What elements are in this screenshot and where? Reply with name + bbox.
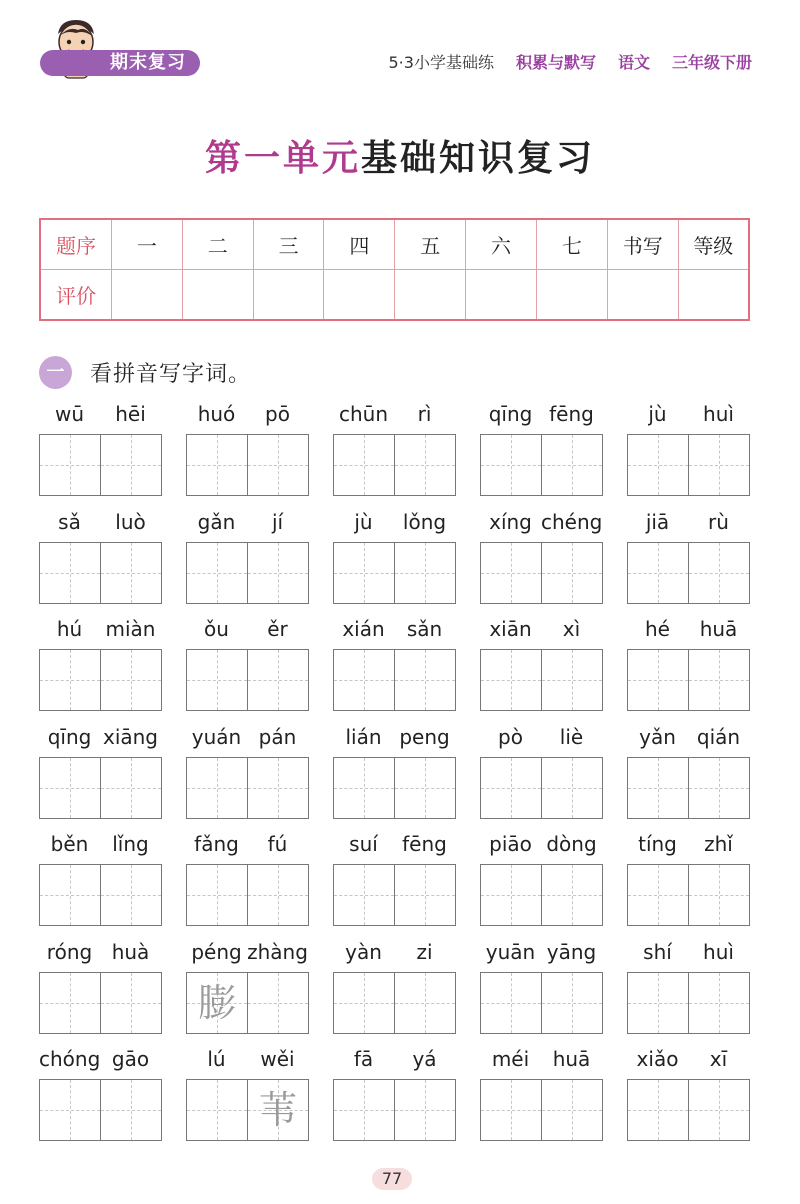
writing-boxes xyxy=(186,757,309,819)
writing-cell[interactable] xyxy=(542,865,602,925)
pinyin-syllable: huó xyxy=(197,402,236,426)
writing-boxes xyxy=(627,649,750,711)
pinyin-syllable: yàn xyxy=(345,939,382,964)
column-header: 四 xyxy=(324,219,395,270)
row-label-evaluation: 评价 xyxy=(40,270,112,321)
word-item xyxy=(627,506,750,606)
writing-boxes xyxy=(480,972,603,1034)
word-item xyxy=(186,506,309,606)
word-row xyxy=(39,613,751,721)
word-item xyxy=(480,721,603,821)
writing-cell[interactable] xyxy=(689,1080,749,1140)
writing-cell[interactable] xyxy=(542,543,602,603)
writing-cell[interactable] xyxy=(628,650,689,710)
writing-boxes xyxy=(39,1079,162,1141)
pinyin-syllable: hé xyxy=(645,617,670,641)
word-item xyxy=(186,613,309,713)
pinyin-syllable: sǎn xyxy=(406,617,443,641)
writing-cell[interactable] xyxy=(248,973,308,1033)
pinyin-syllable: lián xyxy=(345,724,382,749)
writing-cell[interactable] xyxy=(542,435,602,495)
column-header: 七 xyxy=(536,219,607,270)
word-item xyxy=(186,828,309,928)
writing-cell[interactable] xyxy=(689,650,749,710)
column-header: 等级 xyxy=(678,219,749,270)
writing-boxes xyxy=(333,864,456,926)
word-row xyxy=(39,1043,751,1151)
pinyin-syllable: yá xyxy=(412,1047,437,1071)
writing-boxes xyxy=(39,434,162,496)
word-row xyxy=(39,828,751,936)
pinyin-syllable: yuān xyxy=(485,939,536,964)
row-label-order: 题序 xyxy=(40,219,112,270)
pinyin-label xyxy=(627,725,750,753)
pinyin-syllable: fú xyxy=(267,832,288,856)
writing-cell[interactable] xyxy=(101,758,161,818)
writing-cell[interactable] xyxy=(248,543,308,603)
word-item xyxy=(39,506,162,606)
writing-cell[interactable] xyxy=(101,543,161,603)
pinyin-syllable: chéng xyxy=(541,509,603,534)
writing-cell[interactable] xyxy=(481,1080,542,1140)
pinyin-syllable: fēng xyxy=(402,832,447,856)
pinyin-label xyxy=(480,617,603,645)
word-item xyxy=(39,936,162,1036)
subject: 语文 xyxy=(617,53,650,72)
writing-boxes xyxy=(627,542,750,604)
word-item xyxy=(333,936,456,1036)
pinyin-label xyxy=(627,402,750,430)
word-item xyxy=(627,398,750,498)
writing-boxes xyxy=(186,972,309,1034)
writing-boxes xyxy=(186,1079,309,1141)
pinyin-label xyxy=(333,940,456,968)
pinyin-syllable: xiān xyxy=(489,617,532,641)
pinyin-syllable: rù xyxy=(708,509,729,534)
writing-cell[interactable] xyxy=(187,758,248,818)
writing-cell[interactable] xyxy=(40,650,101,710)
word-item xyxy=(333,506,456,606)
writing-cell[interactable] xyxy=(248,435,308,495)
score-row-evaluation xyxy=(40,270,749,321)
writing-boxes xyxy=(627,434,750,496)
word-item xyxy=(480,398,603,498)
pinyin-label xyxy=(39,940,162,968)
breadcrumb xyxy=(389,50,753,73)
writing-cell[interactable] xyxy=(40,973,101,1033)
column-header: 一 xyxy=(112,219,183,270)
score-cell[interactable] xyxy=(678,270,749,321)
pinyin-syllable: yuán xyxy=(191,724,242,749)
pinyin-syllable: gǎn xyxy=(197,509,236,534)
pinyin-syllable: jiā xyxy=(645,509,670,534)
pinyin-label xyxy=(186,725,309,753)
pinyin-syllable: xiāng xyxy=(102,724,159,749)
word-item xyxy=(480,936,603,1036)
pinyin-label xyxy=(627,510,750,538)
writing-boxes xyxy=(39,542,162,604)
pinyin-syllable: luò xyxy=(115,509,146,534)
writing-cell[interactable] xyxy=(542,650,602,710)
section-heading xyxy=(39,356,251,388)
writing-boxes xyxy=(333,649,456,711)
pinyin-syllable: miàn xyxy=(105,617,156,641)
pinyin-syllable: shí xyxy=(643,939,672,964)
word-item xyxy=(39,1043,162,1143)
writing-boxes xyxy=(333,434,456,496)
pinyin-syllable: zhàng xyxy=(247,939,308,964)
pinyin-label xyxy=(333,1047,456,1075)
pinyin-label xyxy=(333,832,456,860)
pinyin-syllable: huā xyxy=(699,617,738,641)
pinyin-label xyxy=(333,510,456,538)
writing-cell[interactable] xyxy=(101,435,161,495)
score-cell[interactable] xyxy=(466,270,537,321)
pinyin-syllable: suí xyxy=(349,832,378,856)
section-number: 一 xyxy=(39,356,72,389)
section-instruction: 看拼音写字词。 xyxy=(90,361,252,387)
column-header: 六 xyxy=(466,219,537,270)
pinyin-syllable: xíng xyxy=(489,509,532,534)
writing-cell[interactable] xyxy=(628,758,689,818)
writing-boxes xyxy=(480,649,603,711)
pinyin-label xyxy=(186,402,309,430)
writing-cell[interactable] xyxy=(481,973,542,1033)
score-cell[interactable] xyxy=(182,270,253,321)
column-header: 五 xyxy=(395,219,466,270)
hint-character: 苇 xyxy=(258,1088,297,1132)
writing-cell[interactable] xyxy=(481,650,542,710)
writing-cell[interactable] xyxy=(628,435,689,495)
score-row-order xyxy=(40,219,749,270)
writing-cell[interactable] xyxy=(689,543,749,603)
writing-cell[interactable] xyxy=(187,435,248,495)
section-badge: 期末复习 xyxy=(40,50,200,76)
series-name: 5·3小学基础练 xyxy=(388,53,494,72)
pinyin-label xyxy=(480,510,603,538)
word-row xyxy=(39,506,751,614)
pinyin-label xyxy=(39,725,162,753)
writing-cell[interactable] xyxy=(334,865,395,925)
writing-boxes xyxy=(627,1079,750,1141)
pinyin-syllable: lǐng xyxy=(112,832,149,856)
word-item xyxy=(627,721,750,821)
word-item xyxy=(627,613,750,713)
word-item xyxy=(480,506,603,606)
pinyin-syllable: fā xyxy=(353,1047,374,1071)
pinyin-syllable: fēng xyxy=(549,402,594,426)
pinyin-syllable: xián xyxy=(342,617,385,641)
pinyin-syllable: wū xyxy=(54,402,85,426)
column-header: 二 xyxy=(182,219,253,270)
writing-boxes xyxy=(39,757,162,819)
pinyin-syllable: piāo xyxy=(489,832,532,856)
word-item xyxy=(39,828,162,928)
writing-cell[interactable] xyxy=(248,1080,308,1140)
writing-cell[interactable] xyxy=(40,543,101,603)
writing-cell[interactable] xyxy=(395,865,455,925)
score-cell[interactable] xyxy=(536,270,607,321)
writing-boxes xyxy=(333,1079,456,1141)
writing-cell[interactable] xyxy=(248,758,308,818)
pinyin-label xyxy=(39,510,162,538)
word-row xyxy=(39,398,751,506)
writing-boxes xyxy=(333,542,456,604)
writing-boxes xyxy=(39,972,162,1034)
writing-boxes xyxy=(627,864,750,926)
pinyin-syllable: xī xyxy=(709,1047,728,1071)
writing-cell[interactable] xyxy=(628,1080,689,1140)
pinyin-label xyxy=(480,832,603,860)
pinyin-syllable: hēi xyxy=(115,402,146,426)
pinyin-syllable: běn xyxy=(50,832,89,856)
writing-cell[interactable] xyxy=(187,973,248,1033)
writing-cell[interactable] xyxy=(689,758,749,818)
pinyin-label xyxy=(39,617,162,645)
writing-cell[interactable] xyxy=(628,865,689,925)
word-item xyxy=(480,828,603,928)
writing-boxes xyxy=(480,864,603,926)
pinyin-syllable: hú xyxy=(56,617,83,641)
writing-cell[interactable] xyxy=(101,1080,161,1140)
word-item xyxy=(39,613,162,713)
writing-boxes xyxy=(186,542,309,604)
pinyin-label xyxy=(186,617,309,645)
writing-cell[interactable] xyxy=(395,650,455,710)
writing-cell[interactable] xyxy=(689,435,749,495)
writing-boxes xyxy=(480,434,603,496)
writing-boxes xyxy=(186,864,309,926)
score-cell[interactable] xyxy=(112,270,183,321)
pinyin-syllable: zhǐ xyxy=(704,832,733,856)
pinyin-syllable: róng xyxy=(46,939,93,964)
pinyin-syllable: tíng xyxy=(638,832,677,856)
pinyin-syllable: qīng xyxy=(488,402,533,426)
pinyin-label xyxy=(480,1047,603,1075)
pinyin-syllable: lú xyxy=(207,1047,226,1071)
pinyin-label xyxy=(480,402,603,430)
writing-boxes xyxy=(333,972,456,1034)
writing-cell[interactable] xyxy=(395,758,455,818)
pinyin-label xyxy=(480,940,603,968)
word-item xyxy=(627,828,750,928)
pinyin-syllable: zi xyxy=(416,939,433,964)
pinyin-syllable: rì xyxy=(417,402,432,426)
writing-cell[interactable] xyxy=(395,973,455,1033)
writing-cell[interactable] xyxy=(689,973,749,1033)
writing-cell[interactable] xyxy=(542,973,602,1033)
writing-cell[interactable] xyxy=(689,865,749,925)
score-cell[interactable] xyxy=(324,270,395,321)
writing-cell[interactable] xyxy=(628,973,689,1033)
writing-cell[interactable] xyxy=(40,758,101,818)
writing-cell[interactable] xyxy=(395,543,455,603)
writing-boxes xyxy=(627,757,750,819)
pinyin-syllable: liè xyxy=(559,724,584,749)
writing-cell[interactable] xyxy=(628,543,689,603)
pinyin-label xyxy=(186,510,309,538)
pinyin-syllable: ěr xyxy=(267,617,288,641)
pinyin-syllable: sǎ xyxy=(58,509,81,534)
word-item xyxy=(333,828,456,928)
writing-boxes xyxy=(39,649,162,711)
pinyin-label xyxy=(39,402,162,430)
page-title xyxy=(0,130,800,181)
pinyin-syllable: xiǎo xyxy=(636,1047,679,1071)
pinyin-syllable: xì xyxy=(562,617,581,641)
writing-boxes xyxy=(480,542,603,604)
word-item xyxy=(480,1043,603,1143)
writing-cell[interactable] xyxy=(395,1080,455,1140)
pinyin-syllable: gāo xyxy=(111,1047,150,1071)
writing-cell[interactable] xyxy=(187,1080,248,1140)
column-header: 书写 xyxy=(607,219,678,270)
pinyin-label xyxy=(39,832,162,860)
pinyin-syllable: huā xyxy=(552,1047,591,1071)
pinyin-syllable: huà xyxy=(111,939,150,964)
writing-cell[interactable] xyxy=(248,865,308,925)
writing-cell[interactable] xyxy=(334,758,395,818)
pinyin-syllable: qián xyxy=(696,724,741,749)
column-header: 三 xyxy=(253,219,324,270)
writing-cell[interactable] xyxy=(481,435,542,495)
word-item xyxy=(333,613,456,713)
writing-cell[interactable] xyxy=(334,1080,395,1140)
word-item xyxy=(186,721,309,821)
pinyin-syllable: huì xyxy=(703,402,734,426)
writing-boxes xyxy=(480,1079,603,1141)
word-item xyxy=(333,721,456,821)
pinyin-label xyxy=(627,617,750,645)
page-number: 77 xyxy=(372,1168,412,1190)
score-table xyxy=(39,218,750,321)
pinyin-syllable: chóng xyxy=(39,1047,101,1071)
word-item xyxy=(186,1043,309,1143)
pinyin-label xyxy=(627,832,750,860)
score-cell[interactable] xyxy=(253,270,324,321)
writing-cell[interactable] xyxy=(187,543,248,603)
writing-cell[interactable] xyxy=(334,973,395,1033)
pinyin-label xyxy=(186,832,309,860)
book-category: 积累与默写 xyxy=(515,53,596,72)
writing-cell[interactable] xyxy=(187,650,248,710)
word-item xyxy=(627,936,750,1036)
writing-boxes xyxy=(39,864,162,926)
writing-cell[interactable] xyxy=(395,435,455,495)
writing-cell[interactable] xyxy=(101,650,161,710)
pinyin-syllable: pō xyxy=(265,402,290,426)
writing-boxes xyxy=(480,757,603,819)
pinyin-syllable: qīng xyxy=(47,724,92,749)
word-item xyxy=(333,1043,456,1143)
writing-cell[interactable] xyxy=(334,543,395,603)
title-topic: 基础知识复习 xyxy=(361,138,596,179)
pinyin-label xyxy=(333,725,456,753)
writing-boxes xyxy=(333,757,456,819)
pinyin-syllable: jí xyxy=(271,509,284,534)
pinyin-syllable: pán xyxy=(258,724,297,749)
writing-cell[interactable] xyxy=(542,758,602,818)
word-item xyxy=(39,398,162,498)
word-row xyxy=(39,936,751,1044)
pinyin-syllable: péng xyxy=(191,939,242,964)
pinyin-syllable: pò xyxy=(498,724,523,749)
pinyin-label xyxy=(627,1047,750,1075)
writing-boxes xyxy=(186,434,309,496)
writing-cell[interactable] xyxy=(334,435,395,495)
writing-cell[interactable] xyxy=(481,543,542,603)
pinyin-syllable: huì xyxy=(703,939,734,964)
writing-cell[interactable] xyxy=(481,758,542,818)
word-item xyxy=(186,398,309,498)
writing-cell[interactable] xyxy=(334,650,395,710)
page-header xyxy=(0,0,800,90)
writing-boxes xyxy=(186,649,309,711)
writing-cell[interactable] xyxy=(481,865,542,925)
pinyin-syllable: méi xyxy=(491,1047,530,1071)
writing-cell[interactable] xyxy=(101,865,161,925)
writing-cell[interactable] xyxy=(542,1080,602,1140)
hint-character: 膨 xyxy=(197,980,236,1025)
grade: 三年级下册 xyxy=(671,53,752,72)
writing-boxes xyxy=(627,972,750,1034)
writing-cell[interactable] xyxy=(40,435,101,495)
pinyin-label xyxy=(186,1047,309,1075)
pinyin-label xyxy=(627,940,750,968)
pinyin-syllable: yāng xyxy=(546,939,597,964)
pinyin-label xyxy=(39,1047,162,1075)
word-grid xyxy=(39,398,751,1151)
pinyin-syllable: fǎng xyxy=(194,832,239,856)
score-cell[interactable] xyxy=(395,270,466,321)
pinyin-label xyxy=(333,402,456,430)
writing-cell[interactable] xyxy=(248,650,308,710)
word-item xyxy=(480,613,603,713)
word-item xyxy=(39,721,162,821)
writing-cell[interactable] xyxy=(40,865,101,925)
pinyin-syllable: chūn xyxy=(338,402,389,426)
pinyin-label xyxy=(333,617,456,645)
title-unit: 第一单元 xyxy=(204,138,361,179)
pinyin-syllable: wěi xyxy=(260,1047,295,1071)
pinyin-syllable: dòng xyxy=(546,832,597,856)
pinyin-syllable: yǎn xyxy=(639,724,676,749)
writing-cell[interactable] xyxy=(101,973,161,1033)
word-item xyxy=(627,1043,750,1143)
word-item xyxy=(333,398,456,498)
score-cell[interactable] xyxy=(607,270,678,321)
word-item xyxy=(186,936,309,1036)
writing-cell[interactable] xyxy=(40,1080,101,1140)
pinyin-syllable: jù xyxy=(354,509,373,534)
pinyin-syllable: ǒu xyxy=(204,617,229,641)
pinyin-label xyxy=(186,940,309,968)
word-row xyxy=(39,721,751,829)
pinyin-syllable: lǒng xyxy=(402,509,447,534)
pinyin-syllable: peng xyxy=(399,724,450,749)
writing-cell[interactable] xyxy=(187,865,248,925)
pinyin-label xyxy=(480,725,603,753)
pinyin-syllable: jù xyxy=(648,402,667,426)
